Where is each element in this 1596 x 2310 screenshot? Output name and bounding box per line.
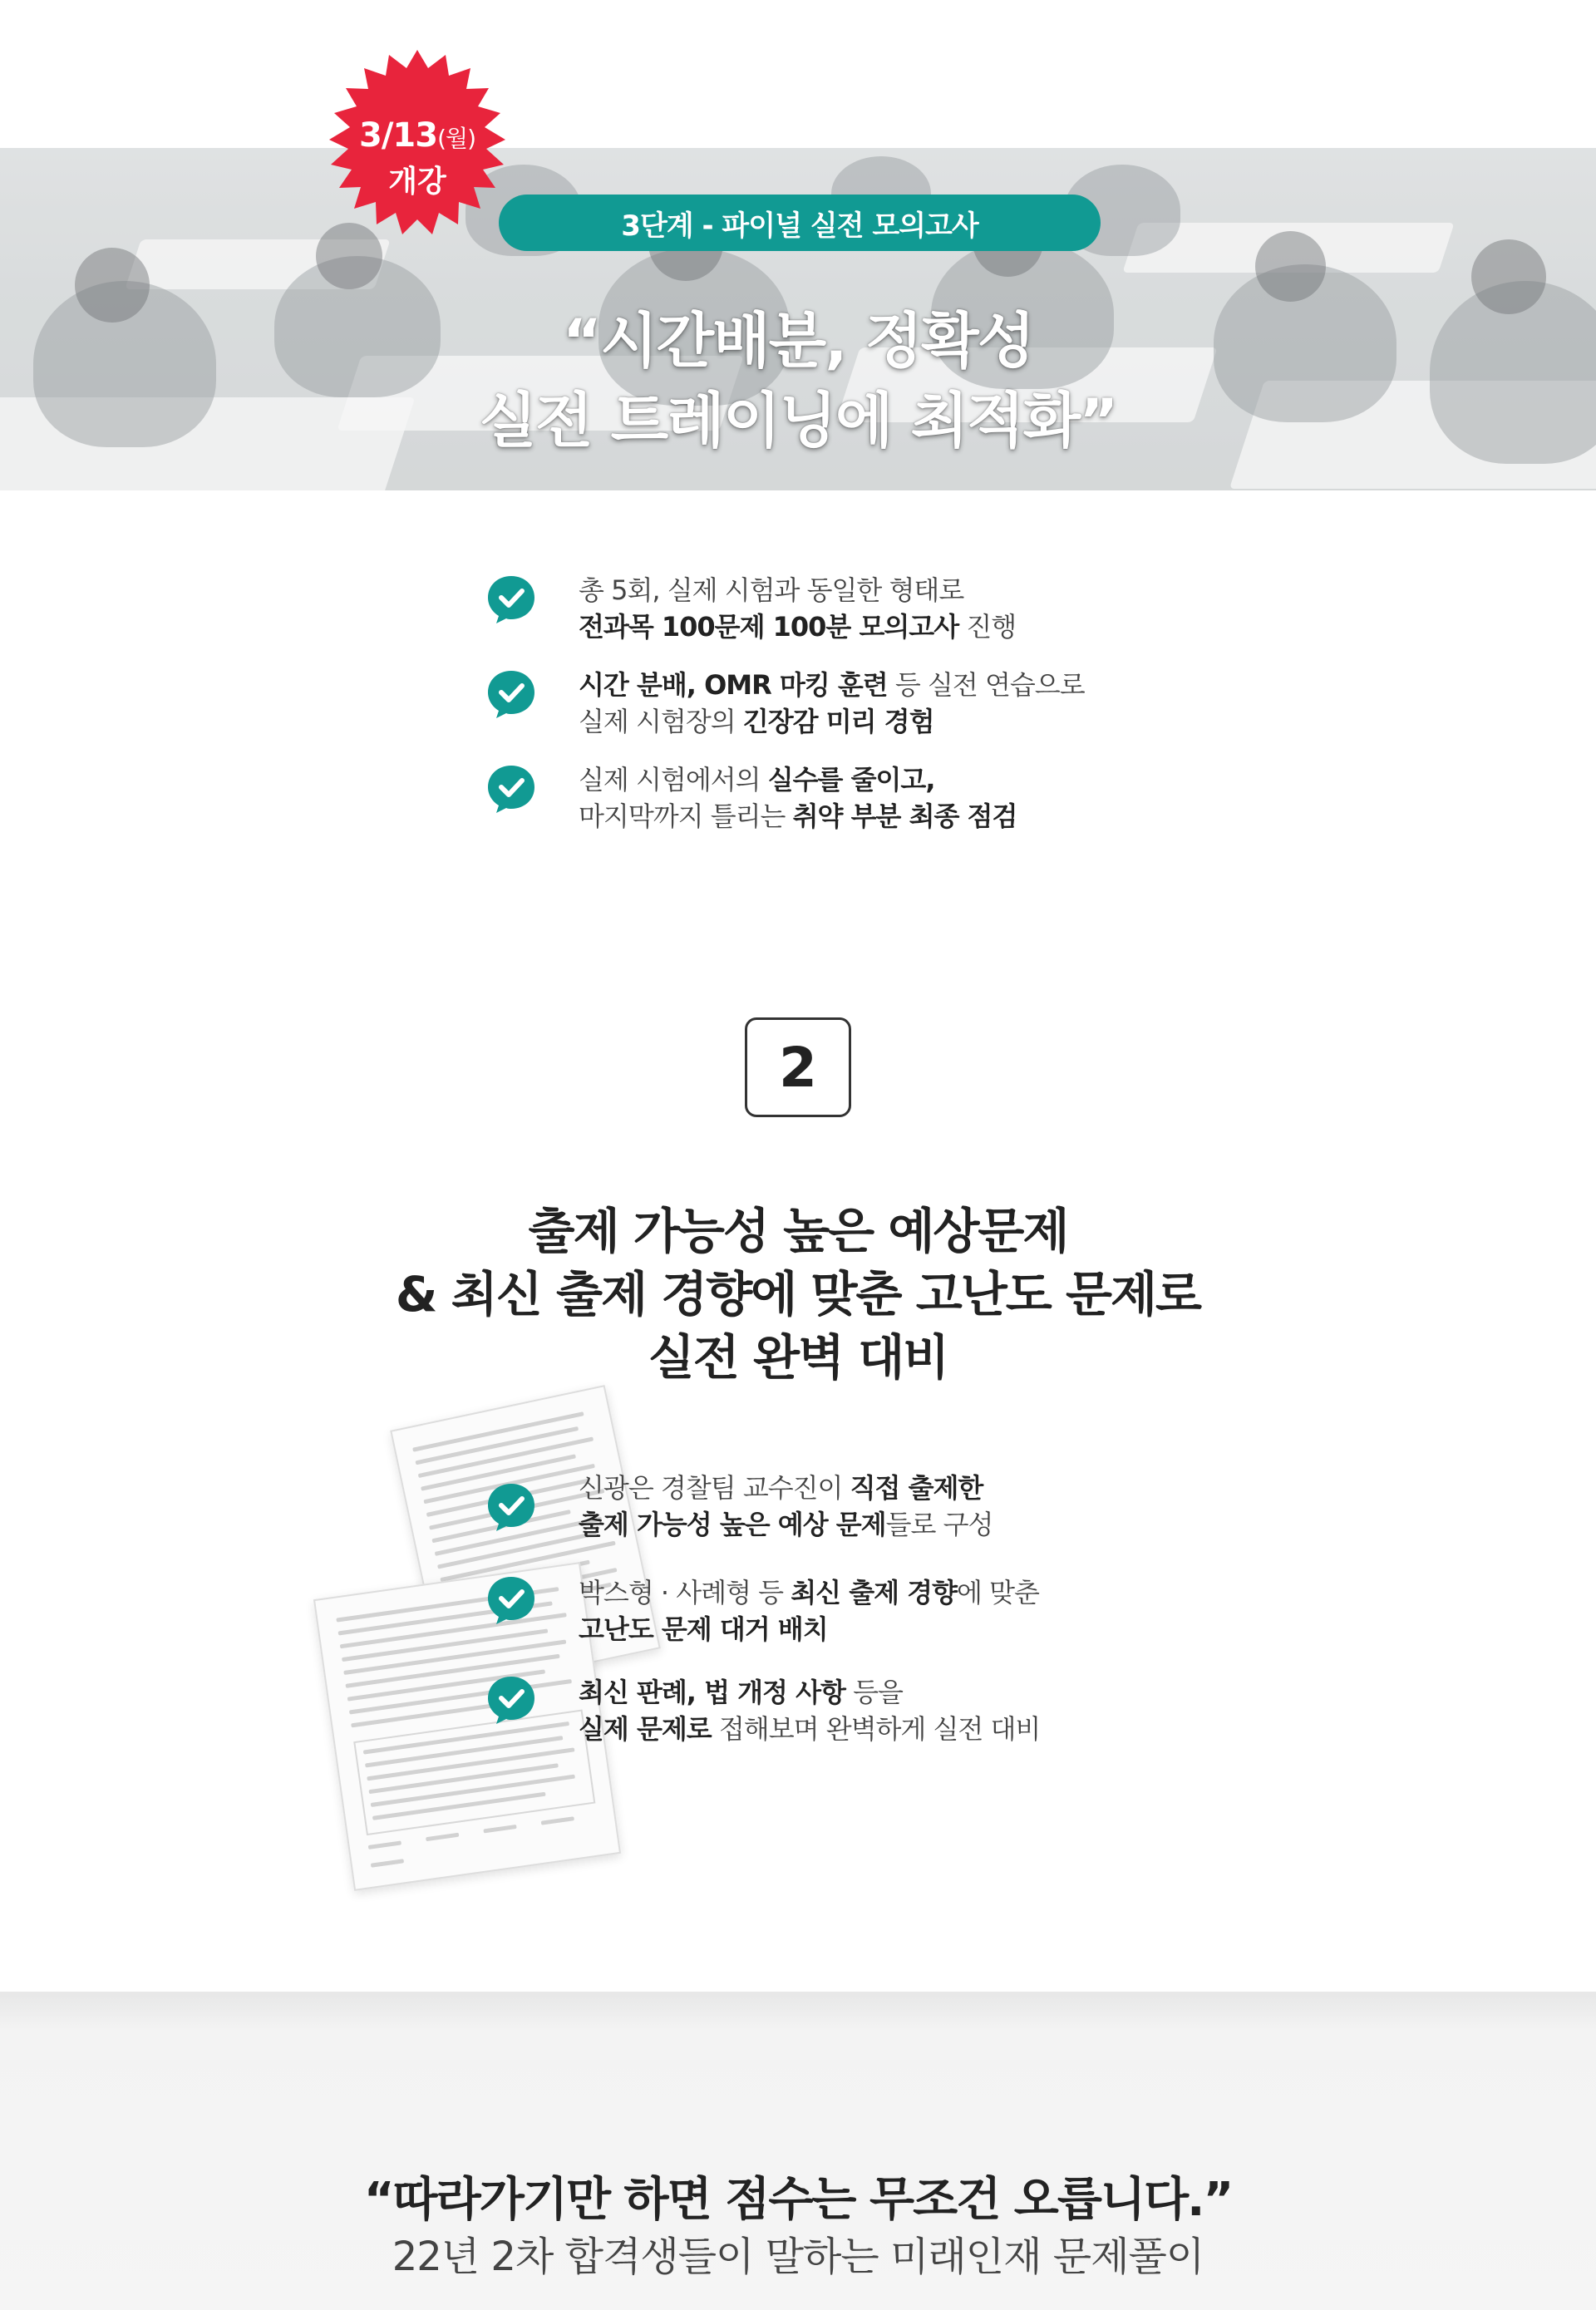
hero-title-line2: 실전 트레이닝에 최적화” (479, 386, 1117, 456)
badge-date (323, 116, 512, 155)
list1-item-1: 총 5회, 실제 시험과 동일한 형태로 전과목 100문제 100분 모의고사 진행 (579, 574, 1017, 643)
badge-date-text: 3/13 (358, 116, 438, 155)
list1-item-2: 시간 분배, OMR 마킹 훈련 등 실전 연습으로 실제 시험장의 긴장감 미리 경험 (579, 669, 1085, 737)
list2-item-1: 신광은 경찰팀 교수진이 직접 출제한 출제 가능성 높은 예상 문제들로 구성 (579, 1472, 993, 1540)
step-pill: 3단계 - 파이널 실전 모의고사 (499, 195, 1101, 251)
section-title-line2: & 최신 출제 경향에 맞춘 고난도 문제로 (395, 1266, 1201, 1322)
section-title-line3: 실전 완벽 대비 (648, 1329, 948, 1386)
check-bubble-icon (485, 763, 537, 815)
check-bubble-icon (485, 574, 537, 625)
list2-item-3: 최신 판례, 법 개정 사항 등을 실제 문제로 접해보며 완벽하게 실전 대비 (579, 1677, 1041, 1745)
check-bubble-icon (485, 1574, 537, 1626)
badge-label: 개강 (388, 165, 446, 199)
exam-paper-front (313, 1562, 621, 1891)
list1-item-3: 실제 시험에서의 실수를 줄이고, 마지막까지 틀리는 취약 부분 최종 점검 (579, 764, 1017, 832)
testimonial-subtitle: 22년 2차 합격생들이 말하는 미래인재 문제풀이 (392, 2234, 1204, 2280)
testimonial-title: “따라가기만 하면 점수는 무조건 오릅니다.” (363, 2173, 1233, 2227)
section-title-line1: 출제 가능성 높은 예상문제 (528, 1203, 1068, 1259)
badge-day-text: (월) (437, 125, 475, 152)
check-bubble-icon (485, 1674, 537, 1726)
hero-title-line1: “시간배분, 정확성 (562, 306, 1034, 376)
check-bubble-icon (485, 1481, 537, 1533)
check-bubble-icon (485, 668, 537, 720)
section-number: 2 (745, 1017, 851, 1117)
list2-item-2: 박스형 · 사례형 등 최신 출제 경향에 맞춘 고난도 문제 대거 배치 (579, 1577, 1039, 1645)
